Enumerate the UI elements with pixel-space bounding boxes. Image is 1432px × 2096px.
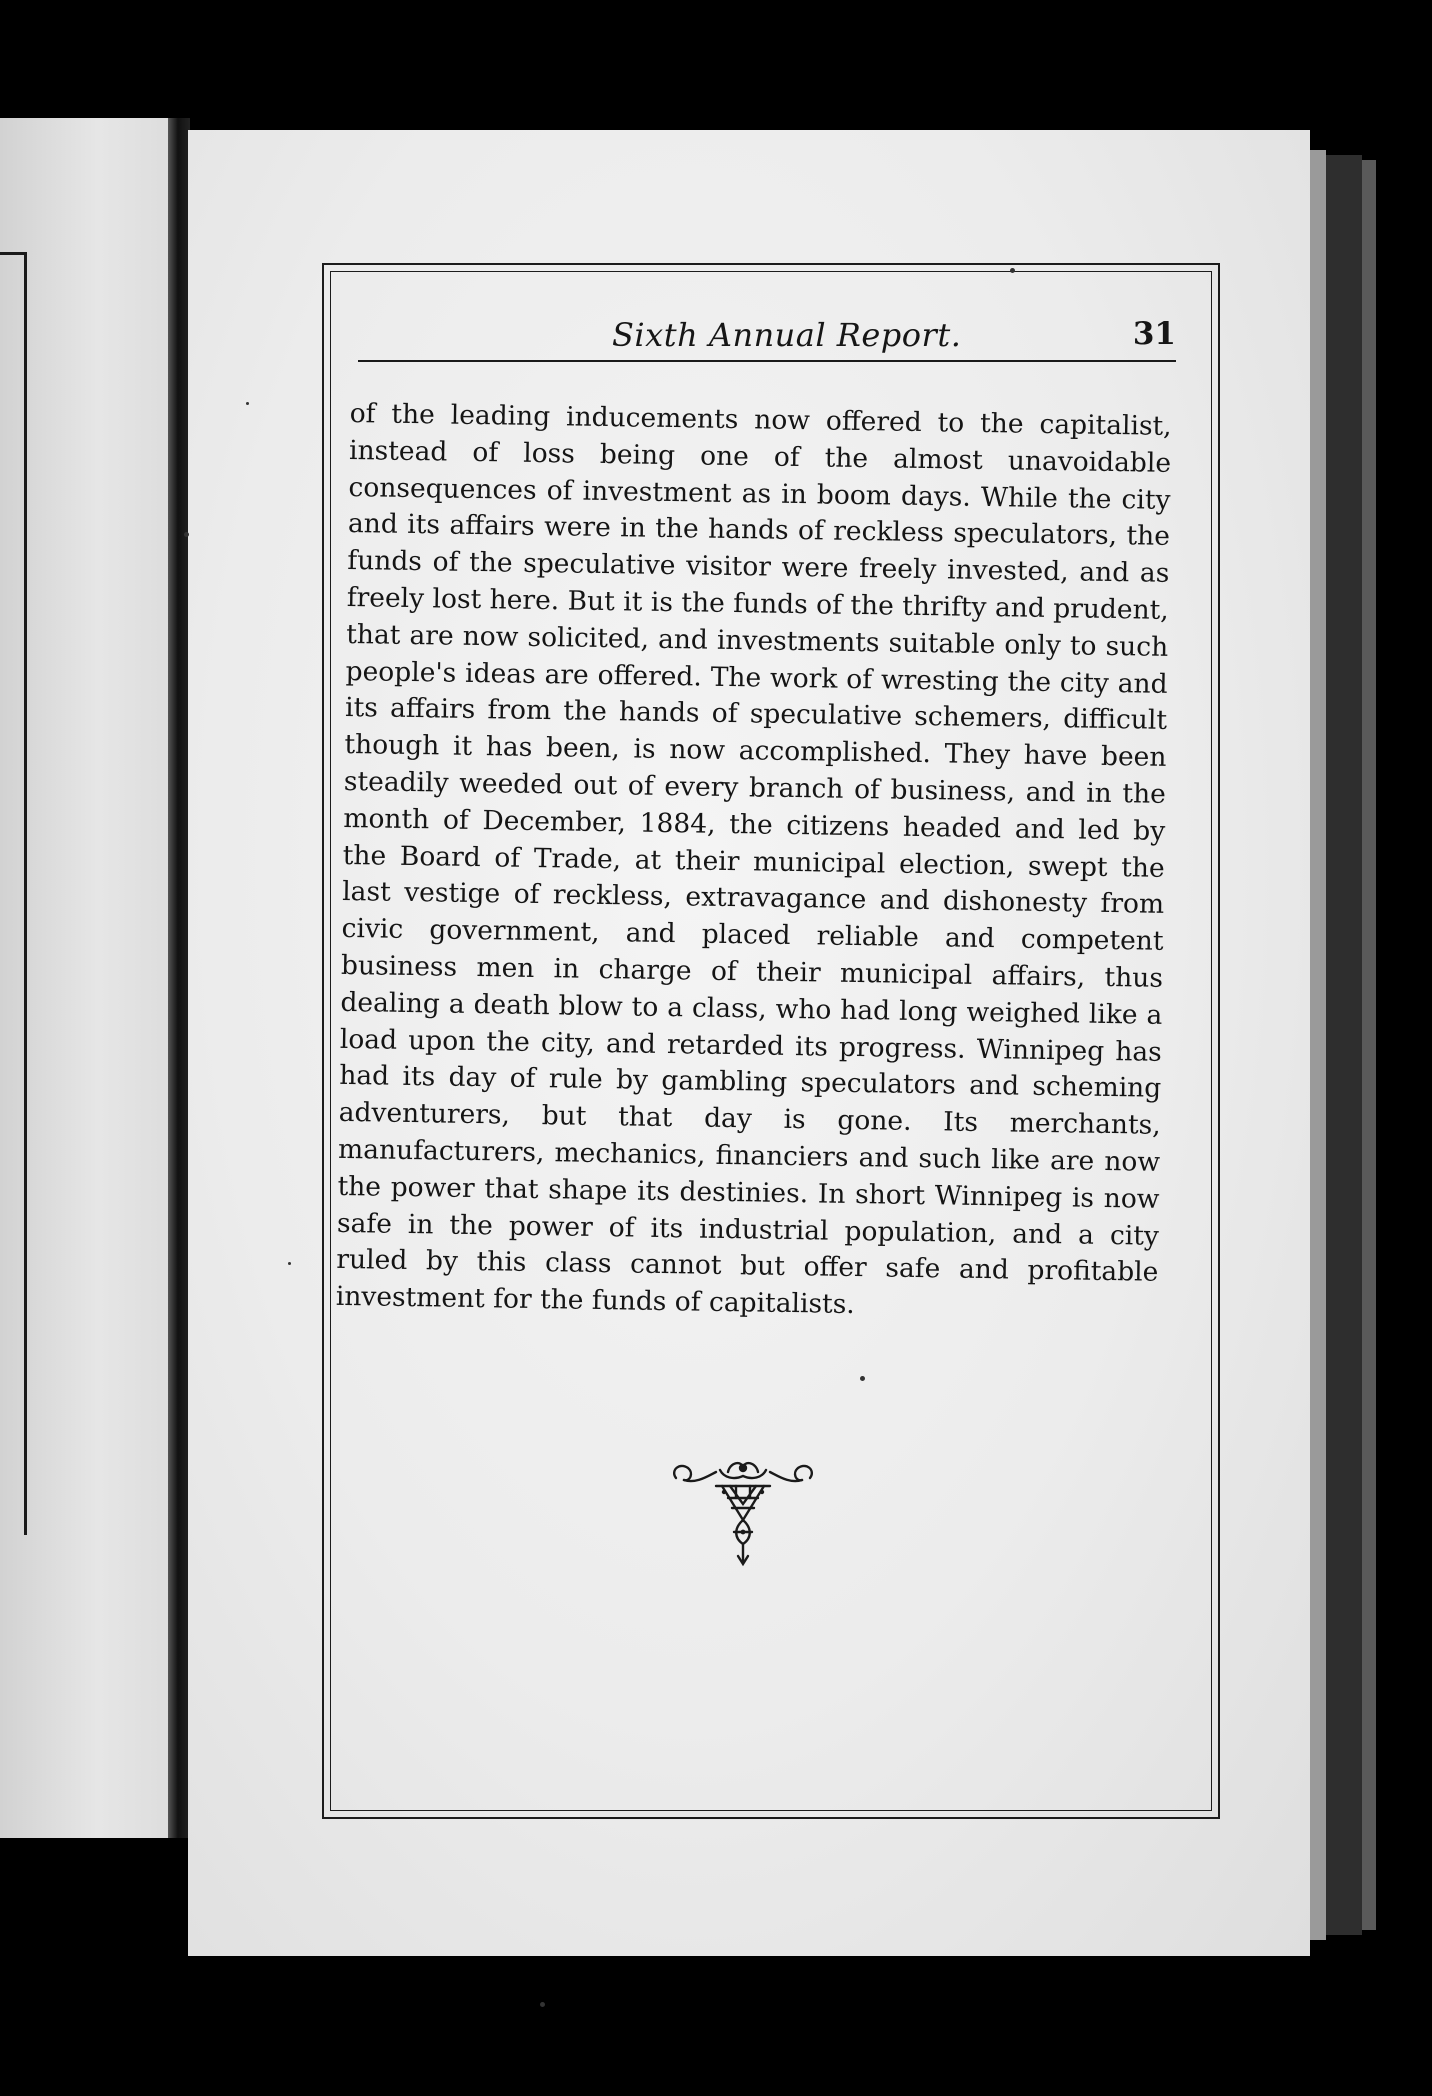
book-gutter <box>168 118 190 1838</box>
book-edge-light <box>1310 150 1326 1940</box>
scan-speck <box>184 532 189 537</box>
running-head-title: Sixth Annual Report. <box>612 316 962 354</box>
body-paragraph: of the leading inducements now offered to the capitalist, instead of loss being one of the almost unavoidable consequences of investment as in boom days. While the city and its affairs were in the hands of reckless speculators, the funds of the speculative visitor were freely invested, and as freely lost here. But it is the funds of the thrifty and prudent, that are now solicited, and investments suitable only to such people's ideas are offered. The work of wresting the city and its affairs from the hands of speculative schemers, difficult though it has been, is now accomplished. They have been steadily weeded out of every branch of business, and in the month of December, 1884, the citizens headed and led by the Board of Trade, at their municipal election, swept the last vestige of reckless, extravagance and dishonesty from civic government, and placed reliable and competent business men in charge of their municipal affairs, thus dealing a death blow to a class, who had long weighed like a load upon the city, and retarded its progress. Winnipeg has had its day of rule by gambling speculators and scheming adventurers, but that day is gone. Its merchants, manufacturers, mechanics, financiers and such like are now the power that shape its destinies. In short Winnipeg is now safe in the power of its industrial population, and a city ruled by this class cannot but offer safe and profitable investment for the funds of capitalists. <box>335 397 1172 1321</box>
left-page-edge <box>0 118 178 1838</box>
left-page-frame-edge <box>0 252 27 1535</box>
running-head-rule <box>358 360 1176 362</box>
scan-speck <box>540 2002 545 2007</box>
scan-speck <box>860 1376 865 1381</box>
page-number: 31 <box>1132 316 1176 352</box>
scan-speck <box>246 402 249 405</box>
ornament-graphic <box>668 1458 818 1574</box>
running-head <box>352 314 1182 364</box>
body-text <box>336 396 1172 1329</box>
book-edge-mid <box>1362 160 1376 1930</box>
scan-speck <box>1010 268 1015 273</box>
tailpiece-ornament <box>668 1458 818 1574</box>
scan-speck <box>288 1262 291 1265</box>
book-edge-dark <box>1326 155 1362 1935</box>
